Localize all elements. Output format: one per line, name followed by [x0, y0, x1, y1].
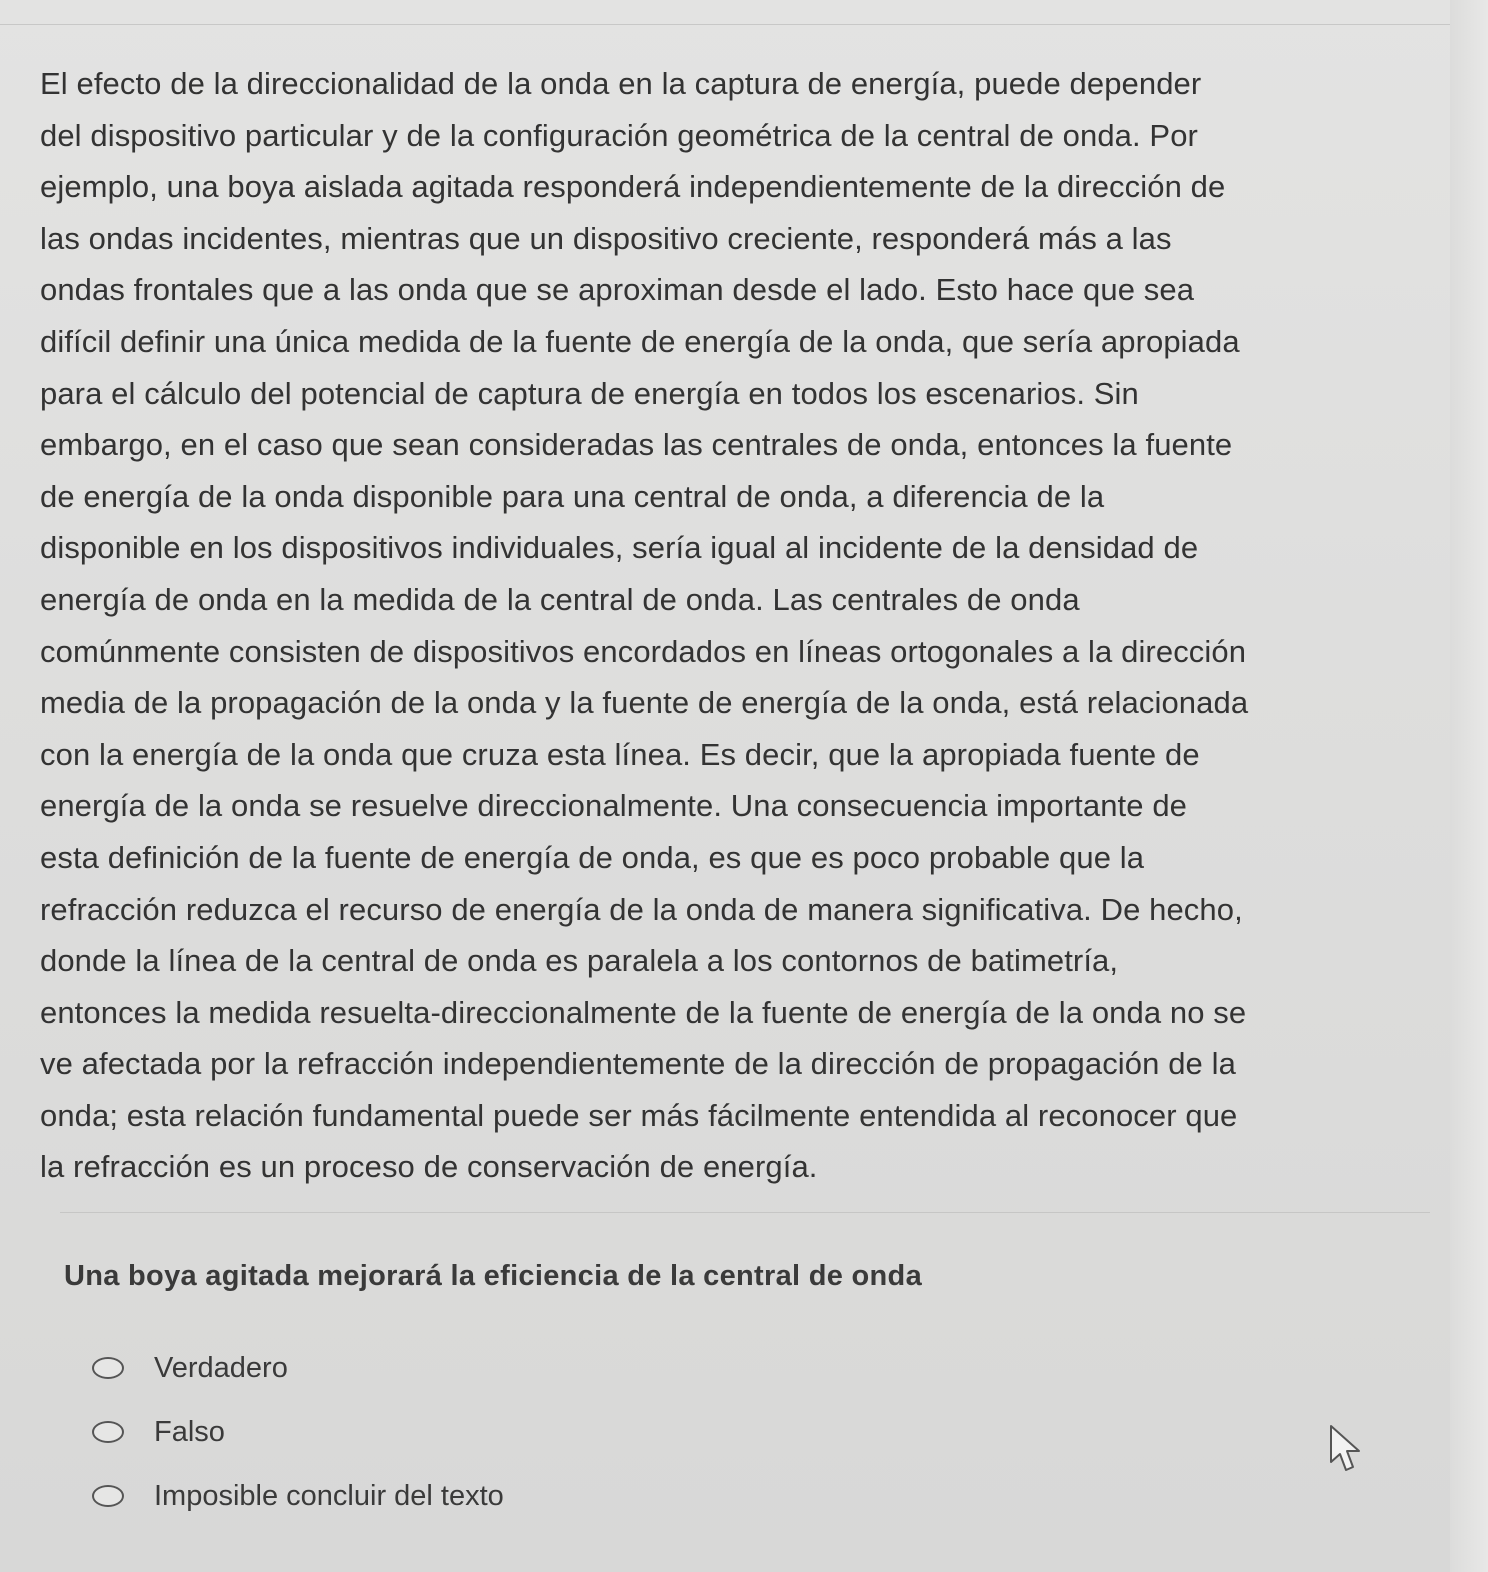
- passage-line: las ondas incidentes, mientras que un dispositivo creciente, responderá más a las: [40, 220, 1172, 256]
- passage-line: embargo, en el caso que sean consideradas las centrales de onda, entonces la fuente: [40, 427, 1233, 463]
- passage-line: comúnmente consisten de dispositivos encordados en líneas ortogonales a la dirección: [40, 633, 1247, 669]
- passage-line: El efecto de la direccionalidad de la onda en la captura de energía, puede depender: [40, 66, 1202, 101]
- answer-options: [92, 1336, 504, 1528]
- passage-line: para el cálculo del potencial de captura de energía en todos los escenarios. Sin: [40, 375, 1139, 411]
- option-falso[interactable]: [92, 1400, 504, 1464]
- passage-line: ve afectada por la refracción independientemente de la dirección de propagación de la: [40, 1046, 1236, 1082]
- passage-line: de energía de la onda disponible para una central de onda, a diferencia de la: [40, 478, 1105, 514]
- radio-unchecked-icon[interactable]: [92, 1357, 124, 1379]
- passage-line: la refracción es un proceso de conservación de energía.: [40, 1149, 818, 1185]
- window-edge: [1450, 0, 1488, 1572]
- passage-line: onda; esta relación fundamental puede ser más fácilmente entendida al reconocer que: [40, 1097, 1238, 1133]
- passage-line: ondas frontales que a las onda que se aproximan desde el lado. Esto hace que sea: [40, 272, 1195, 308]
- option-verdadero[interactable]: [92, 1336, 504, 1400]
- mouse-pointer-icon: [1328, 1424, 1372, 1476]
- passage-line: energía de onda en la medida de la central de onda. Las centrales de onda: [40, 581, 1080, 617]
- option-label[interactable]: Imposible concluir del texto: [154, 1479, 504, 1512]
- question-title: Una boya agitada mejorará la eficiencia de la central de onda: [64, 1260, 922, 1292]
- passage-line: del dispositivo particular y de la configuración geométrica de la central de onda. Por: [40, 117, 1198, 153]
- passage-line: energía de la onda se resuelve direccionalmente. Una consecuencia importante de: [40, 788, 1187, 824]
- passage-line: difícil definir una única medida de la fuente de energía de la onda, que sería apropiada: [40, 323, 1240, 359]
- option-imposible-concluir[interactable]: [92, 1464, 504, 1528]
- option-label[interactable]: Verdadero: [154, 1351, 288, 1384]
- passage-line: con la energía de la onda que cruza esta línea. Es decir, que la apropiada fuente de: [40, 736, 1200, 772]
- radio-unchecked-icon[interactable]: [92, 1485, 124, 1507]
- passage-line: ejemplo, una boya aislada agitada responderá independientemente de la dirección de: [40, 169, 1226, 205]
- passage-line: disponible en los dispositivos individuales, sería igual al incidente de la densidad de: [40, 530, 1199, 566]
- top-divider: [0, 24, 1488, 25]
- radio-unchecked-icon[interactable]: [92, 1421, 124, 1443]
- reading-passage: [40, 58, 1460, 1193]
- passage-line: media de la propagación de la onda y la fuente de energía de la onda, está relacionada: [40, 685, 1249, 721]
- option-label[interactable]: Falso: [154, 1415, 225, 1448]
- question-divider: [60, 1212, 1430, 1213]
- passage-line: refracción reduzca el recurso de energía de la onda de manera significativa. De hecho,: [40, 891, 1243, 927]
- passage-line: donde la línea de la central de onda es paralela a los contornos de batimetría,: [40, 943, 1119, 979]
- passage-line: entonces la medida resuelta-direccionalmente de la fuente de energía de la onda no se: [40, 994, 1247, 1030]
- passage-line: esta definición de la fuente de energía de onda, es que es poco probable que la: [40, 839, 1145, 875]
